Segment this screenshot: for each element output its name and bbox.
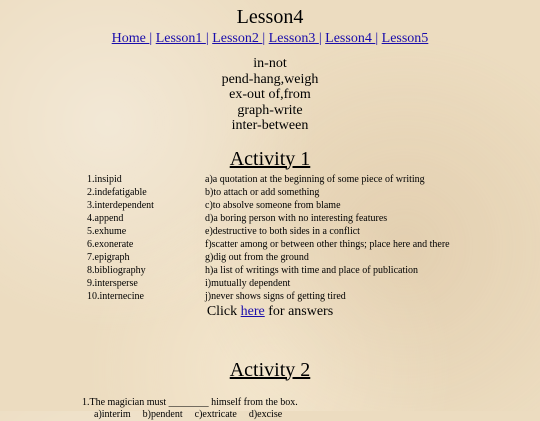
term: 9.intersperse (87, 277, 138, 289)
page-title: Lesson4 (236, 6, 304, 28)
matching-table (87, 173, 540, 303)
answers-suffix: for answers (264, 303, 334, 319)
definition: j)never shows signs of getting tired (205, 290, 346, 302)
activity2-heading: Activity 2 (229, 358, 311, 381)
definition: a)a quotation at the beginning of some piece of writing (205, 173, 425, 185)
nav-separator: | (149, 31, 153, 46)
matching-row (87, 186, 540, 199)
definition: g)dig out from the ground (205, 251, 309, 263)
answers-prefix: Click (206, 303, 241, 319)
matching-row (87, 251, 540, 264)
matching-row (87, 173, 540, 186)
word-root: inter-between (231, 118, 309, 133)
answers-line (0, 304, 540, 320)
definition: e)destructive to both sides in a conflict (205, 225, 360, 237)
question-text: 1.The magician must ________ himself from the box. (82, 396, 298, 408)
option-c: c)extricate (194, 408, 237, 420)
definition: c)to absolve someone from blame (205, 199, 341, 211)
term: 8.bibliography (87, 264, 146, 276)
nav-separator: | (318, 31, 322, 46)
nav-link-lesson3[interactable]: Lesson3 (268, 31, 319, 46)
question-1 (82, 397, 540, 421)
option-a: a)interim (94, 408, 131, 420)
nav-link-lesson5[interactable]: Lesson5 (381, 31, 429, 46)
matching-row (87, 212, 540, 225)
nav-link-lesson1[interactable]: Lesson1 (155, 31, 206, 46)
word-roots-list (0, 56, 540, 134)
matching-row (87, 238, 540, 251)
term: 5.exhume (87, 225, 127, 237)
nav-separator: | (262, 31, 266, 46)
word-root: in-not (253, 56, 287, 71)
activity1-heading: Activity 1 (229, 147, 311, 170)
answers-here-link[interactable]: here (240, 303, 265, 319)
term: 3.interdependent (87, 199, 154, 211)
matching-row (87, 225, 540, 238)
definition: f)scatter among or between other things; place here and there (205, 238, 450, 250)
definition: b)to attach or add something (205, 186, 320, 198)
lesson-nav (0, 31, 540, 47)
nav-link-lesson2[interactable]: Lesson2 (212, 31, 263, 46)
term: 7.epigraph (87, 251, 130, 263)
term: 1.insipid (87, 173, 122, 185)
nav-link-lesson4[interactable]: Lesson4 (325, 31, 376, 46)
term: 2.indefatigable (87, 186, 147, 198)
word-root: graph-write (237, 102, 303, 118)
definition: i)mutually dependent (205, 277, 291, 289)
option-b: b)pendent (142, 408, 183, 420)
term: 4.append (87, 212, 124, 224)
term: 6.exonerate (87, 238, 134, 250)
matching-row (87, 199, 540, 212)
option-d: d)excise (248, 408, 283, 420)
matching-row (87, 277, 540, 290)
word-root: pend-hang,weigh (221, 71, 319, 87)
definition: d)a boring person with no interesting features (205, 212, 388, 224)
nav-link-home[interactable]: Home (111, 31, 150, 46)
matching-row (87, 264, 540, 277)
matching-row (87, 290, 540, 303)
word-root: ex-out of,from (229, 87, 311, 102)
nav-separator: | (375, 31, 379, 46)
definition: h)a list of writings with time and place of publication (205, 264, 419, 276)
nav-separator: | (205, 31, 209, 46)
answer-options (94, 409, 540, 421)
term: 10.internecine (87, 290, 144, 302)
